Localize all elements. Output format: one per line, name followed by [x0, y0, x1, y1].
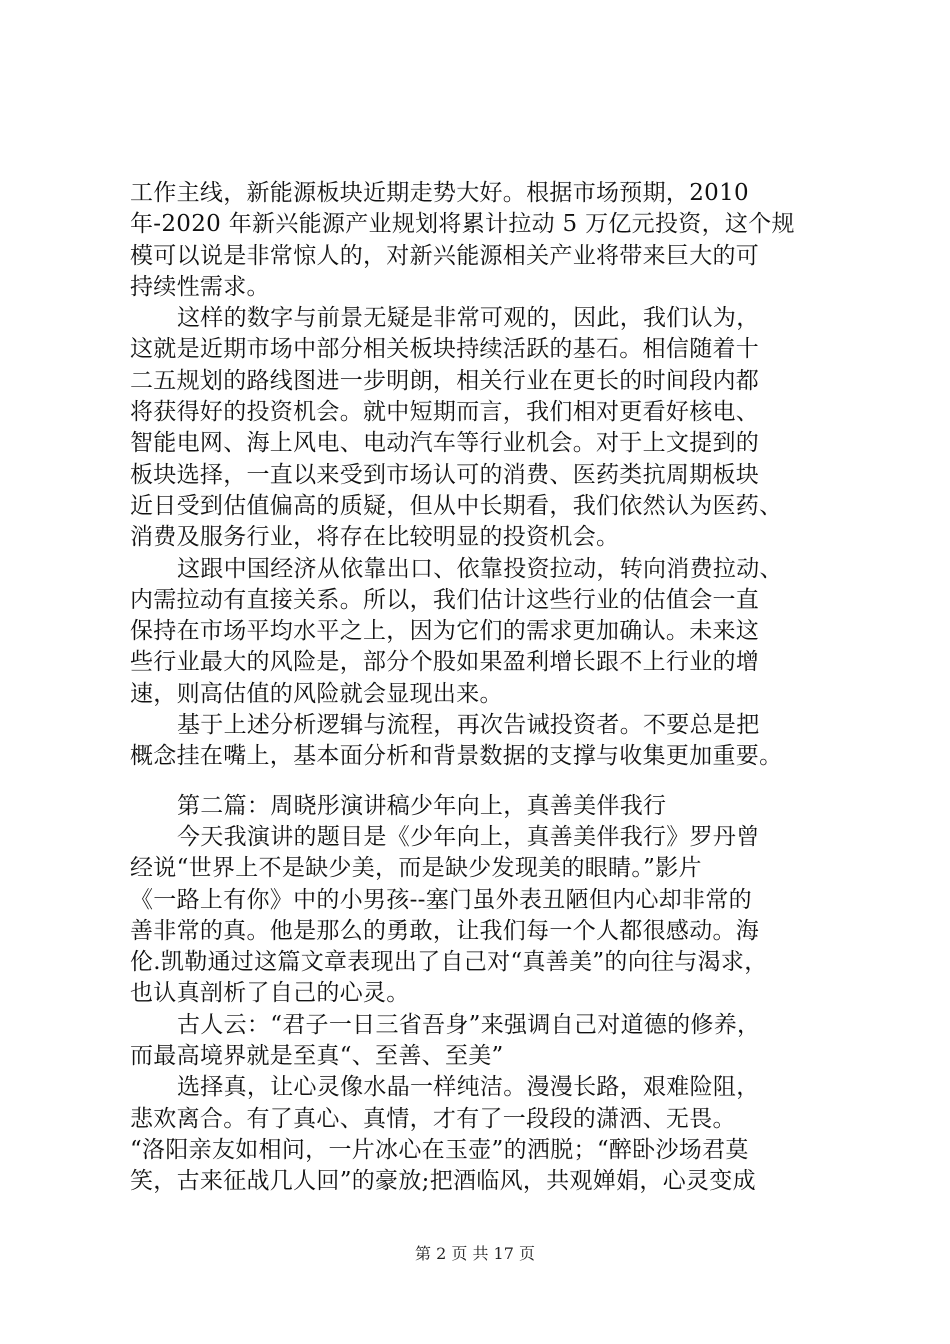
text-line: 笑，古来征战几人回”的豪放;把酒临风，共观婵娟，心灵变成 — [130, 1168, 756, 1195]
text-line: 基于上述分析逻辑与流程，再次告诫投资者。不要总是把 — [177, 712, 760, 739]
page-number: 第 2 页 共 17 页 — [415, 1244, 535, 1263]
text-line: 这样的数字与前景无疑是非常可观的，因此，我们认为， — [177, 305, 760, 332]
text-line: 智能电网、海上风电、电动汽车等行业机会。对于上文提到的 — [130, 430, 760, 457]
paragraph-investor-advice — [130, 710, 830, 773]
text-line: 善非常的真。他是那么的勇敢，让我们每一个人都很感动。海 — [130, 917, 760, 944]
text-line: 经说“世界上不是缺少美，而是缺少发现美的眼睛。”影片 — [130, 855, 702, 882]
text-line: 模可以说是非常惊人的，对新兴能源相关产业将带来巨大的可 — [130, 242, 760, 269]
text-line: 这跟中国经济从依靠出口、依靠投资拉动，转向消费拉动、 — [177, 555, 783, 582]
text-line: 《一路上有你》中的小男孩--塞门虽外表丑陋但内心却非常的 — [130, 886, 752, 913]
section-heading — [130, 791, 830, 822]
text-line: 今天我演讲的题目是《少年向上，真善美伴我行》罗丹曾 — [177, 823, 760, 850]
paragraph-choose-truth — [130, 1072, 830, 1197]
text-line: “洛阳亲友如相问，一片冰心在玉壶”的洒脱；“醉卧沙场君莫 — [130, 1136, 749, 1163]
text-line: 工作主线，新能源板块近期走势大好。根据市场预期，2010 — [130, 180, 749, 206]
document-body — [130, 178, 830, 1198]
text-line: 板块选择，一直以来受到市场认可的消费、医药类抗周期板块 — [130, 461, 760, 488]
text-line: 内需拉动有直接关系。所以，我们估计这些行业的估值会一直 — [130, 586, 760, 613]
text-line: 二五规划的路线图进一步明朗，相关行业在更长的时间段内都 — [130, 367, 760, 394]
text-line: 悲欢离合。有了真心、真情，才有了一段段的潇洒、无畏。 — [130, 1105, 736, 1132]
text-line: 些行业最大的风险是，部分个股如果盈利增长跟不上行业的增 — [130, 649, 760, 676]
text-line: 近日受到估值偏高的质疑，但从中长期看，我们依然认为医药、 — [130, 492, 783, 519]
paragraph-energy-outlook — [130, 178, 830, 303]
text-line: 保持在市场平均水平之上，因为它们的需求更加确认。未来这 — [130, 618, 760, 645]
section-title: 第二篇：周晓彤演讲稿少年向上，真善美伴我行 — [177, 792, 667, 819]
paragraph-investment-opportunities — [130, 303, 830, 553]
text-line: 概念挂在嘴上，基本面分析和背景数据的支撑与收集更加重要。 — [130, 743, 783, 770]
page-footer — [0, 1244, 950, 1264]
text-line: 也认真剖析了自己的心灵。 — [130, 980, 410, 1007]
text-line: 消费及服务行业，将存在比较明显的投资机会。 — [130, 524, 620, 551]
paragraph-speech-intro — [130, 822, 830, 1010]
text-line: 伦.凯勒通过这篇文章表现出了自己对“真善美”的向往与渴求， — [130, 949, 768, 976]
text-line: 年-2020 年新兴能源产业规划将累计拉动 5 万亿元投资，这个规 — [130, 211, 795, 238]
text-line: 而最高境界就是至真“、至善、至美” — [130, 1043, 504, 1070]
text-line: 古人云：“君子一日三省吾身”来强调自己对道德的修养， — [177, 1011, 761, 1038]
text-line: 持续性需求。 — [130, 273, 270, 300]
text-line: 选择真，让心灵像水晶一样纯洁。漫漫长路，艰难险阻， — [177, 1074, 760, 1101]
text-line: 速，则高估值的风险就会显现出来。 — [130, 680, 503, 707]
section-spacer — [130, 773, 830, 791]
text-line: 将获得好的投资机会。就中短期而言，我们相对更看好核电、 — [130, 399, 760, 426]
text-line: 这就是近期市场中部分相关板块持续活跃的基石。相信随着十 — [130, 336, 760, 363]
paragraph-ancient-saying — [130, 1010, 830, 1073]
paragraph-economic-shift — [130, 554, 830, 710]
